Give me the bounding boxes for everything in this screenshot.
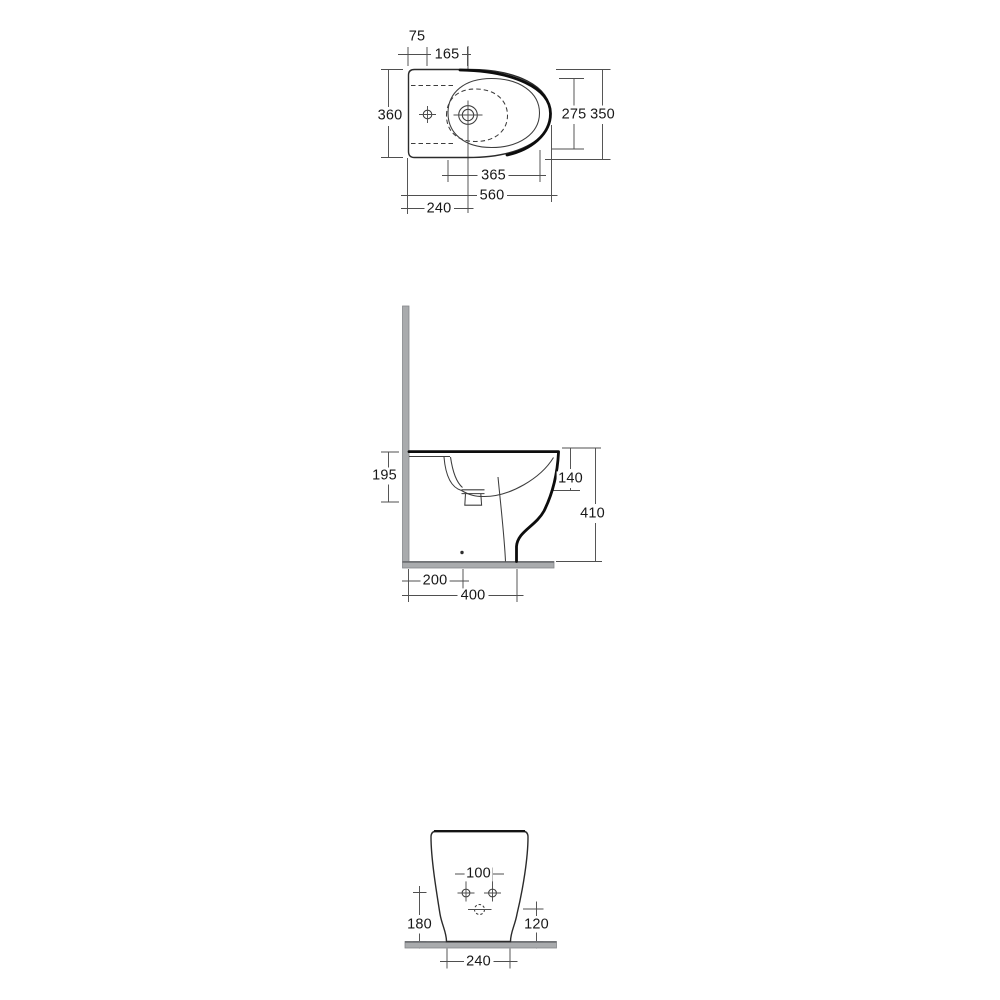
dim-label-100: 100 <box>466 865 491 882</box>
bidet-front-profile-edge <box>517 453 559 562</box>
pedestal-back-line <box>498 477 506 562</box>
inner-rim-opening <box>448 79 540 148</box>
dim-label-275: 275 <box>561 105 587 122</box>
front-view <box>405 831 557 969</box>
basin-bowl-curve <box>462 458 554 497</box>
dim-label-200: 200 <box>422 572 448 589</box>
dim-label-410: 410 <box>580 504 605 521</box>
fixing-hole-icon <box>419 106 436 123</box>
bidet-front-outline <box>431 831 528 942</box>
wall-section <box>403 306 410 563</box>
dim-label-165: 165 <box>434 46 460 63</box>
dim-label-350: 350 <box>590 105 615 122</box>
dim-label-360: 360 <box>377 107 403 124</box>
side-view <box>381 306 602 602</box>
drain-hole-icon <box>468 905 492 915</box>
tap-hole-icon <box>454 101 483 130</box>
dim-label-240-top: 240 <box>426 200 452 217</box>
dim-label-400: 400 <box>460 587 486 604</box>
dim-label-240-front: 240 <box>466 952 491 969</box>
fixing-point-dot <box>460 551 463 554</box>
tap-hole-crosshair <box>454 101 483 130</box>
dim-label-75: 75 <box>408 27 426 44</box>
dim-label-140: 140 <box>558 469 583 486</box>
basin-funnel-walls <box>444 457 463 491</box>
bidet-plan-outline <box>409 70 551 158</box>
dim-label-560: 560 <box>479 187 505 204</box>
fixing-hole-crosshair <box>419 106 436 123</box>
dim-label-180: 180 <box>407 915 432 932</box>
dim-label-120: 120 <box>524 915 549 932</box>
dim-label-195: 195 <box>372 467 397 484</box>
dim-label-365: 365 <box>481 166 506 183</box>
